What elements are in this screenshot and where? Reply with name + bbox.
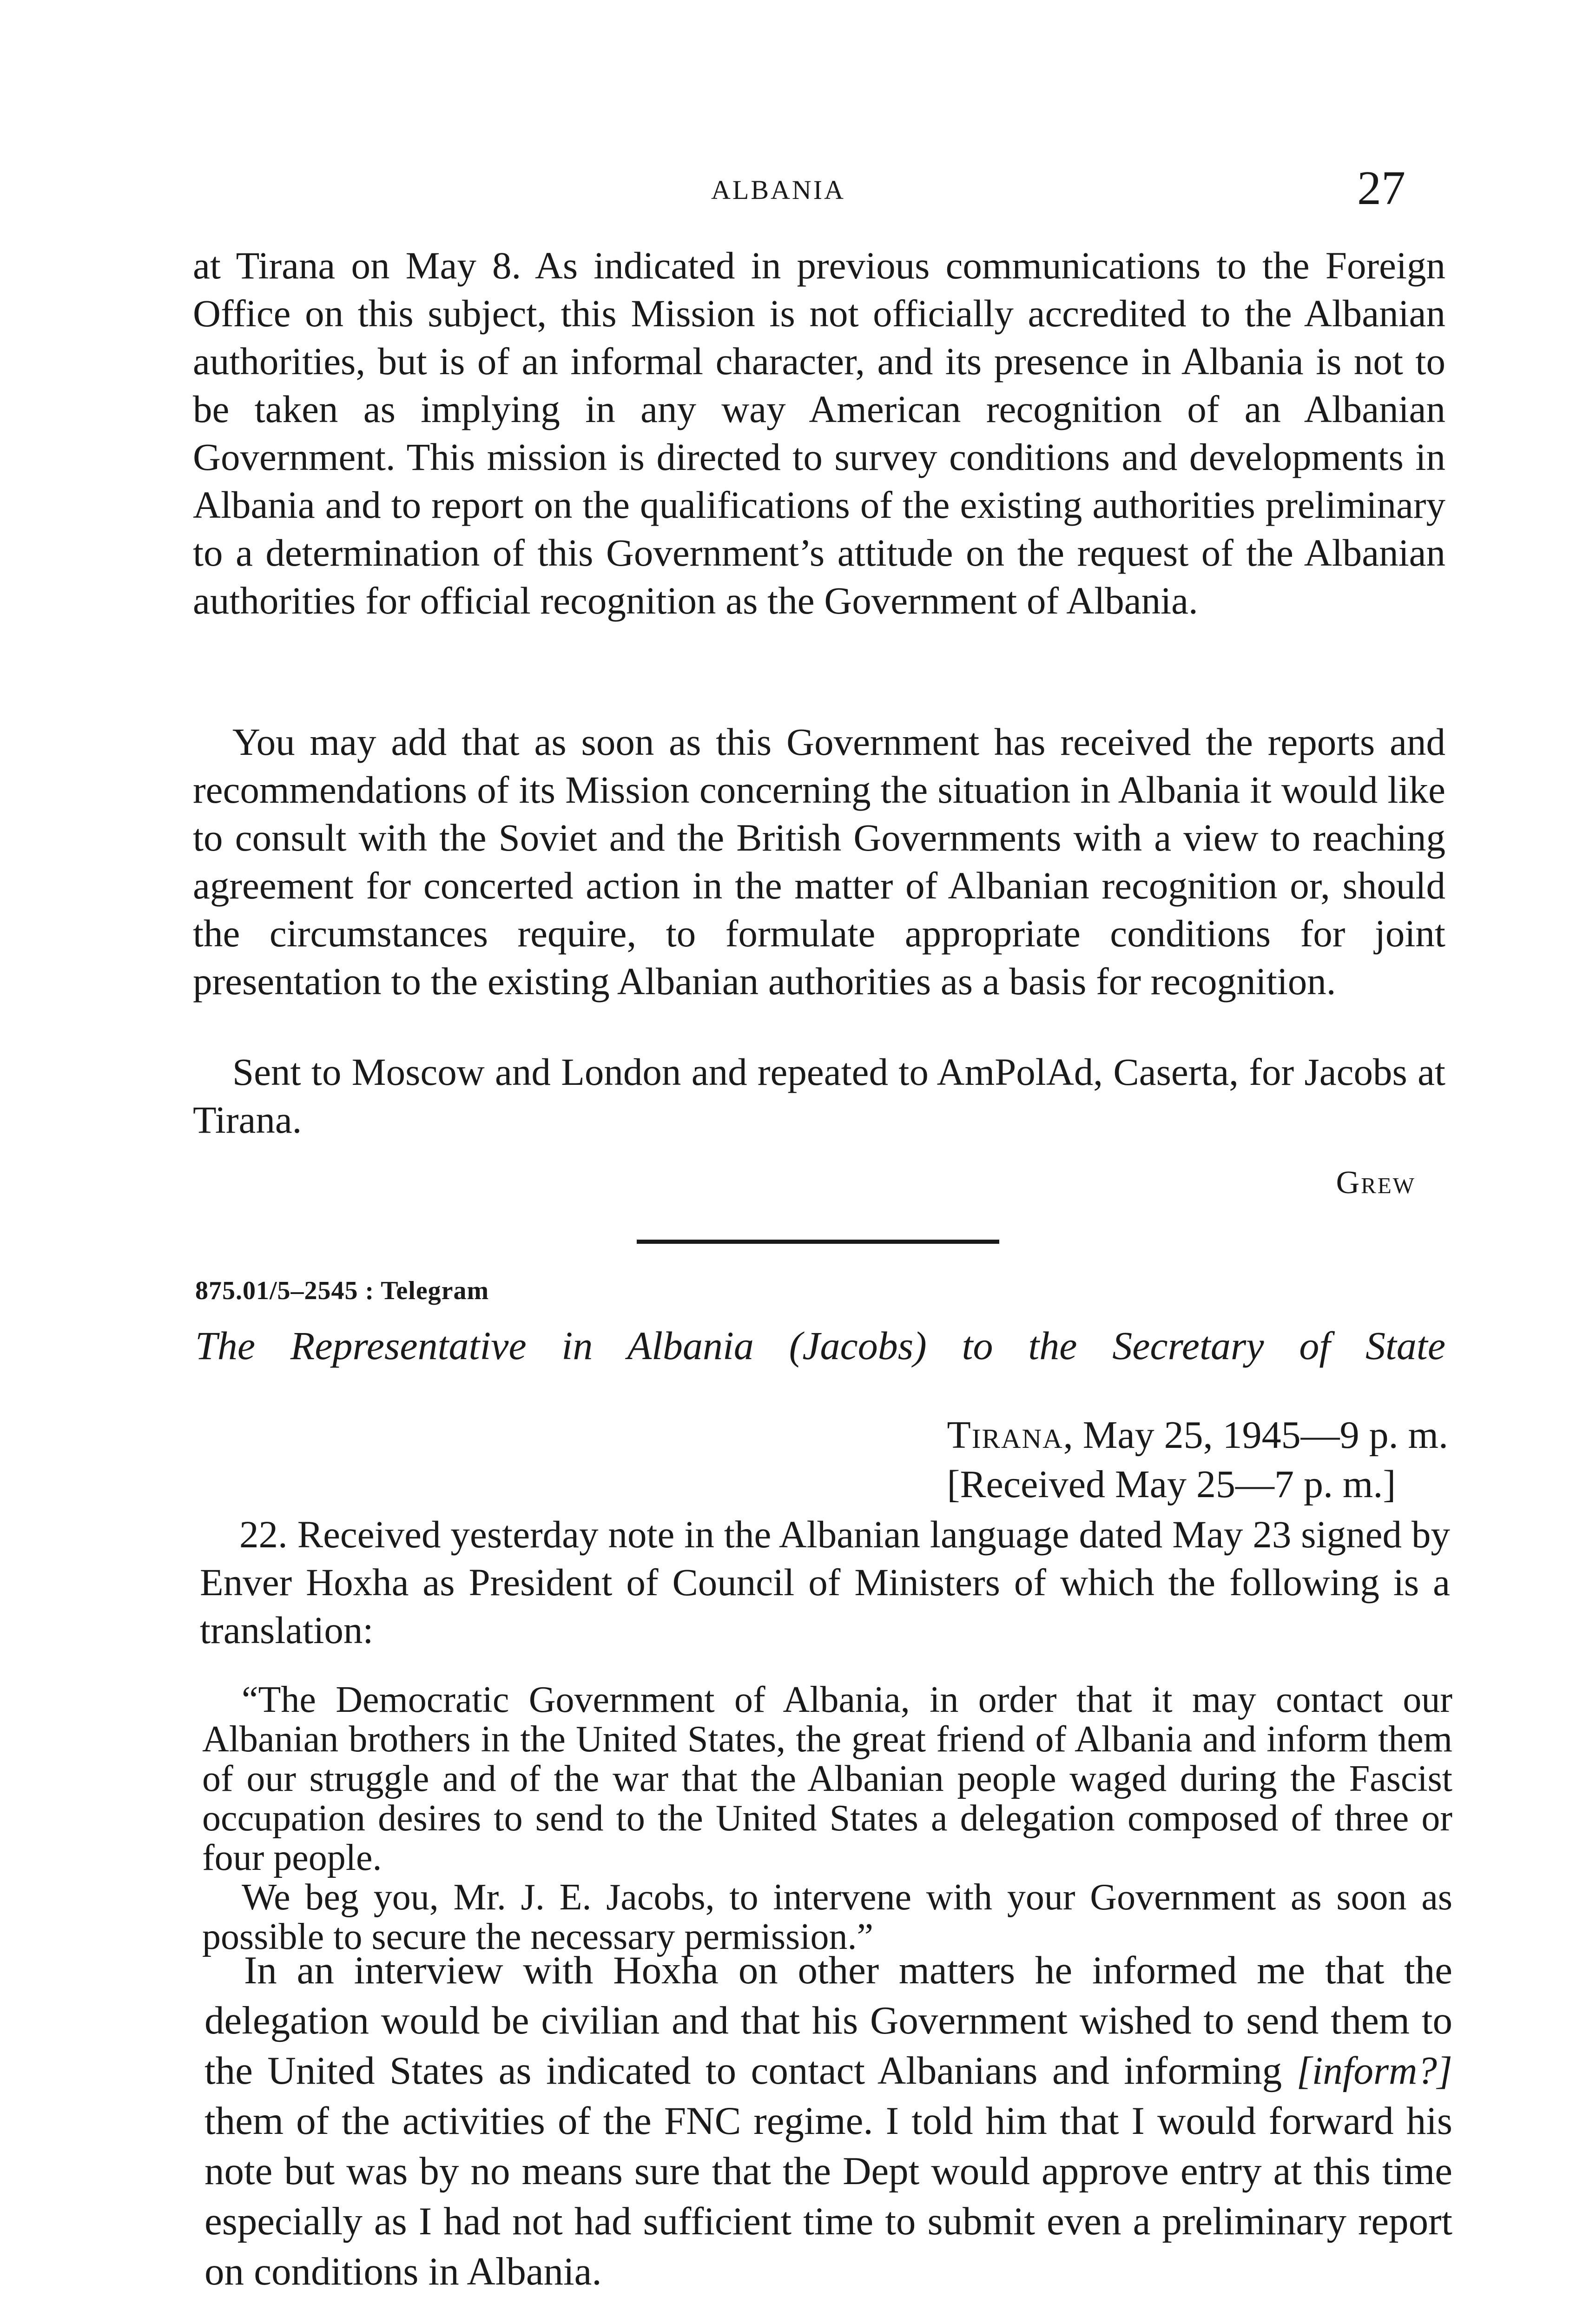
paragraph-interview	[204, 1945, 1452, 2297]
running-head: ALBANIA	[711, 175, 845, 205]
document-title: The Representative in Albania (Jacobs) to the Secretary of State	[195, 1323, 1445, 1368]
paragraph-consultation: You may add that as soon as this Government has received the reports and recommendations of its Mission concerning the situation in Albania it would like to consult with the Soviet and the British Governments with a view to reaching agreement for concerted action in the matter of Albanian recognition or, should the circumstances require, to formulate appropriate conditions for joint presentation to the existing Albanian authorities as a basis for recognition.	[193, 720, 1445, 1003]
file-reference: 875.01/5–2545 : Telegram	[195, 1276, 489, 1305]
dateline-sent	[947, 1411, 1448, 1460]
editorial-insertion: [inform?]	[1296, 2049, 1452, 2093]
dateline	[947, 1411, 1448, 1509]
section-divider	[637, 1240, 999, 1244]
quote-paragraph-2: We beg you, Mr. J. E. Jacobs, to intervene with your Government as soon as possible to secure the necessary permission.”	[202, 1877, 1452, 1957]
quote-paragraph-1: “The Democratic Government of Albania, in order that it may contact our Albanian brothers in the United States, the great friend of Albania and inform them of our struggle and of the war that the Albanian people waged during the Fascist occupation desires to send to the United States a delegation composed of three or four people.	[202, 1679, 1452, 1878]
paragraph-mission-status: at Tirana on May 8. As indicated in previous communications to the Foreign Office on this subject, this Mission is not officially accredited to the Albanian authorities, but is of an informal character, and its presence in Albania is not to be taken as implying in any way American recognition of an Albanian Government. This mission is directed to survey conditions and developments in Albania and to report on the qualifications of the existing authorities preliminary to a determination of this Government’s attitude on the request of the Albanian authorities for official recognition as the Government of Albania.	[193, 244, 1445, 622]
interview-text-1: In an interview with Hoxha on other matters he informed me that the delegation would be civilian and that his Government wished to send them to the United States as indicated to contact Albanians and informing	[204, 1948, 1452, 2093]
dateline-date: , May 25, 1945—9 p. m.	[1063, 1413, 1448, 1457]
dateline-place: Tirana	[947, 1413, 1063, 1457]
paragraph-note-received: 22. Received yesterday note in the Albanian language dated May 23 signed by Enver Hoxha as President of Council of Ministers of which the following is a translation:	[200, 1513, 1450, 1651]
dateline-received: [Received May 25—7 p. m.]	[947, 1463, 1396, 1506]
interview-text-2: them of the activities of the FNC regime. I told him that I would forward his note but was by no means sure that the Dept would approve entry at this time especially as I had not had sufficient time to submit even a preliminary report on conditions in Albania.	[204, 2099, 1452, 2293]
paragraph-distribution: Sent to Moscow and London and repeated to AmPolAd, Caserta, for Jacobs at Tirana.	[193, 1050, 1445, 1141]
translated-note-quote	[202, 1680, 1452, 1957]
signature-grew: Grew	[1336, 1165, 1416, 1201]
page-number: 27	[1357, 161, 1405, 215]
